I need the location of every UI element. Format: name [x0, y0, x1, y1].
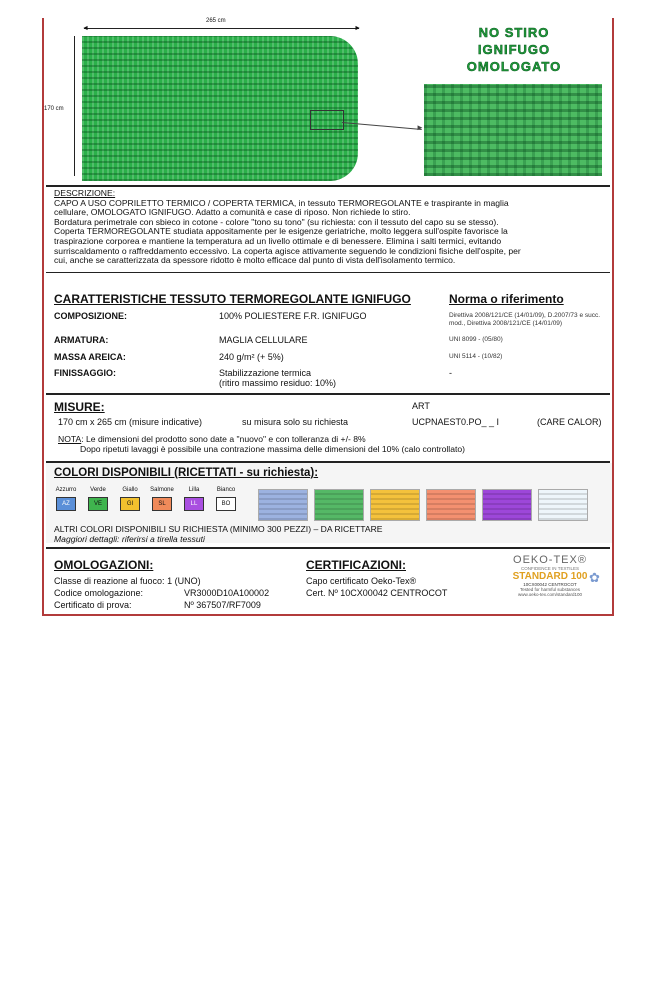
composizione-norma: Direttiva 2008/121/CE (14/01/09), D.2007/73 e succ. mod., Direttiva 2008/121/CE (14/01/09) [449, 312, 601, 327]
certificazioni-line-2: Cert. Nº 10CX00042 CENTROCOT [306, 588, 448, 598]
headline-line-2: IGNIFUGO [477, 42, 551, 57]
note-line-2: Dopo ripetuti lavaggi è possibile una contrazione massima delle dimensioni del 10% (calo controllato) [80, 444, 466, 454]
swatch-verde: VE [88, 497, 108, 511]
norma-title: Norma o riferimento [449, 292, 564, 306]
descrizione-line: CAPO A USO COPRILETTO TERMICO / COPERTA TERMICA, in tessuto TERMOREGOLANTE e traspirante in maglia [54, 197, 509, 208]
flower-icon: ✿ [589, 570, 600, 585]
height-label: 170 cm [44, 106, 64, 112]
oekotex-web: www.oeko-tex.com/standard100 [517, 592, 583, 597]
swatch-name: Azzurro [55, 487, 77, 493]
oekotex-standard: STANDARD 100 [512, 571, 588, 582]
fabric-sample [258, 489, 308, 521]
swatch-name: Verde [90, 487, 106, 493]
fabric-detail-image [424, 84, 602, 176]
colori-note-2: Maggiori dettagli: riferirsi a tirella tessuti [54, 534, 205, 544]
oekotex-brand: OEKO-TEX® [513, 554, 587, 566]
armatura-label: ARMATURA: [54, 335, 109, 345]
armatura-value: MAGLIA CELLULARE [219, 335, 308, 345]
colori-note-1: ALTRI COLORI DISPONIBILI SU RICHIESTA (MINIMO 300 PEZZI) – DA RICETTARE [54, 524, 383, 534]
article-code: UCPNAEST0.PO_ _ I [412, 417, 500, 427]
swatch-name: Salmone [150, 487, 174, 493]
certificazioni-title: CERTIFICAZIONI: [306, 558, 406, 572]
swatch-bianco: BO [216, 497, 236, 511]
swatch-name: Giallo [122, 487, 138, 493]
fabric-sample [482, 489, 532, 521]
colori-title: COLORI DISPONIBILI (RICETTATI - su richiesta): [54, 467, 319, 479]
fabric-sample [370, 489, 420, 521]
detail-box [310, 110, 344, 130]
omologazioni-title: OMOLOGAZIONI: [54, 558, 154, 572]
misure-title: MISURE: [54, 400, 105, 414]
note-label: NOTA [58, 434, 82, 444]
descrizione-section [54, 189, 614, 266]
omologazione-codice-value: VR3000D10A100002 [184, 588, 270, 598]
descrizione-line: Coperta TERMOREGOLANTE studiata appositamente per le esigenze geriatriche, molto leggera sull'ospite favorisce la [54, 226, 508, 237]
misure-size: 170 cm x 265 cm (misure indicative) [58, 417, 203, 427]
note-line-1: : Le dimensioni del prodotto sono date a "nuovo" e con tolleranza di +/- 8% [81, 434, 366, 444]
descrizione-line: Bordatura perimetrale con sbieco in cotone - colore "tono su tono" (su richiesta: con il tessuto del capo su se stesso). [54, 216, 499, 227]
massa-value: 240 g/m² (+ 5%) [219, 352, 284, 362]
descrizione-title: DESCRIZIONE: [54, 188, 116, 198]
descrizione-line: cui, anche se caratterizzata da spessore ridotto è molto efficace dal punto di vista dell'isolamento termico. [54, 255, 456, 266]
oekotex-tested: Tested for harmful substances [519, 587, 581, 592]
divider [46, 185, 610, 187]
swatch-salmone: SL [152, 497, 172, 511]
descrizione-line: traspirazione corporea e mantiene la temperatura ad un livello ottimale e di benessere. Elimina i salti termici, evitando [54, 235, 502, 246]
oekotex-cert: 10CX00042 CENTROCOT [523, 582, 577, 587]
omologazione-cert-value: Nº 367507/RF7009 [184, 600, 261, 610]
certificazioni-line-1: Capo certificato Oeko-Tex® [306, 576, 417, 586]
fabric-sample [314, 489, 364, 521]
massa-norma: UNI 5114 - (10/82) [449, 353, 503, 360]
arrow-head-icon: ► [416, 123, 424, 132]
divider [46, 272, 610, 273]
omologazione-classe: Classe di reazione al fuoco: 1 (UNO) [54, 576, 201, 586]
swatch-giallo: GI [120, 497, 140, 511]
finissaggio-norma: - [449, 368, 452, 378]
width-dimension: ◄ ► 265 cm [82, 18, 361, 32]
descrizione-line: cellulare, OMOLOGATO IGNIFUGO. Adatto a comunità e case di riposo. Non richiede lo stiro. [54, 207, 411, 218]
divider [46, 393, 610, 395]
swatch-name: Lilla [188, 487, 200, 493]
swatch-lilla: LL [184, 497, 204, 511]
finissaggio-value-2: (ritiro massimo residuo: 10%) [219, 378, 337, 388]
omologazione-cert-label: Certificato di prova: [54, 600, 132, 610]
composizione-label: COMPOSIZIONE: [54, 311, 128, 321]
composizione-value: 100% POLIESTERE F.R. IGNIFUGO [219, 311, 367, 321]
headline [424, 24, 604, 75]
headline-line-1: NO STIRO [478, 25, 550, 40]
swatch-name: Bianco [216, 487, 236, 493]
product-sheet [42, 18, 614, 616]
blanket-image [82, 36, 358, 181]
omologazione-codice-label: Codice omologazione: [54, 588, 144, 598]
caratteristiche-title: CARATTERISTICHE TESSUTO TERMOREGOLANTE IGNIFUGO [54, 292, 411, 306]
descrizione-line: surriscaldamento o raffreddamento eccessivo. La coperta agisce attivamente seguendo le condizioni fisiche dell'ospite, per [54, 245, 521, 256]
height-dimension [74, 36, 75, 176]
oekotex-sub: CONFIDENCE IN TEXTILES [521, 566, 579, 571]
fabric-sample [538, 489, 588, 521]
misure-custom: su misura solo su richiesta [242, 417, 349, 427]
massa-label: MASSA AREICA: [54, 352, 126, 362]
armatura-norma: UNI 8099 - (05/80) [449, 336, 503, 343]
art-label: ART [412, 401, 430, 411]
fabric-sample [426, 489, 476, 521]
finissaggio-label: FINISSAGGIO: [54, 368, 117, 378]
divider [46, 547, 610, 549]
color-code: (CARE CALOR) [537, 417, 602, 427]
width-label: 265 cm [206, 18, 226, 24]
headline-line-3: OMOLOGATO [466, 59, 562, 74]
finissaggio-value: Stabilizzazione termica [219, 368, 312, 378]
swatch-azzurro: AZ [56, 497, 76, 511]
